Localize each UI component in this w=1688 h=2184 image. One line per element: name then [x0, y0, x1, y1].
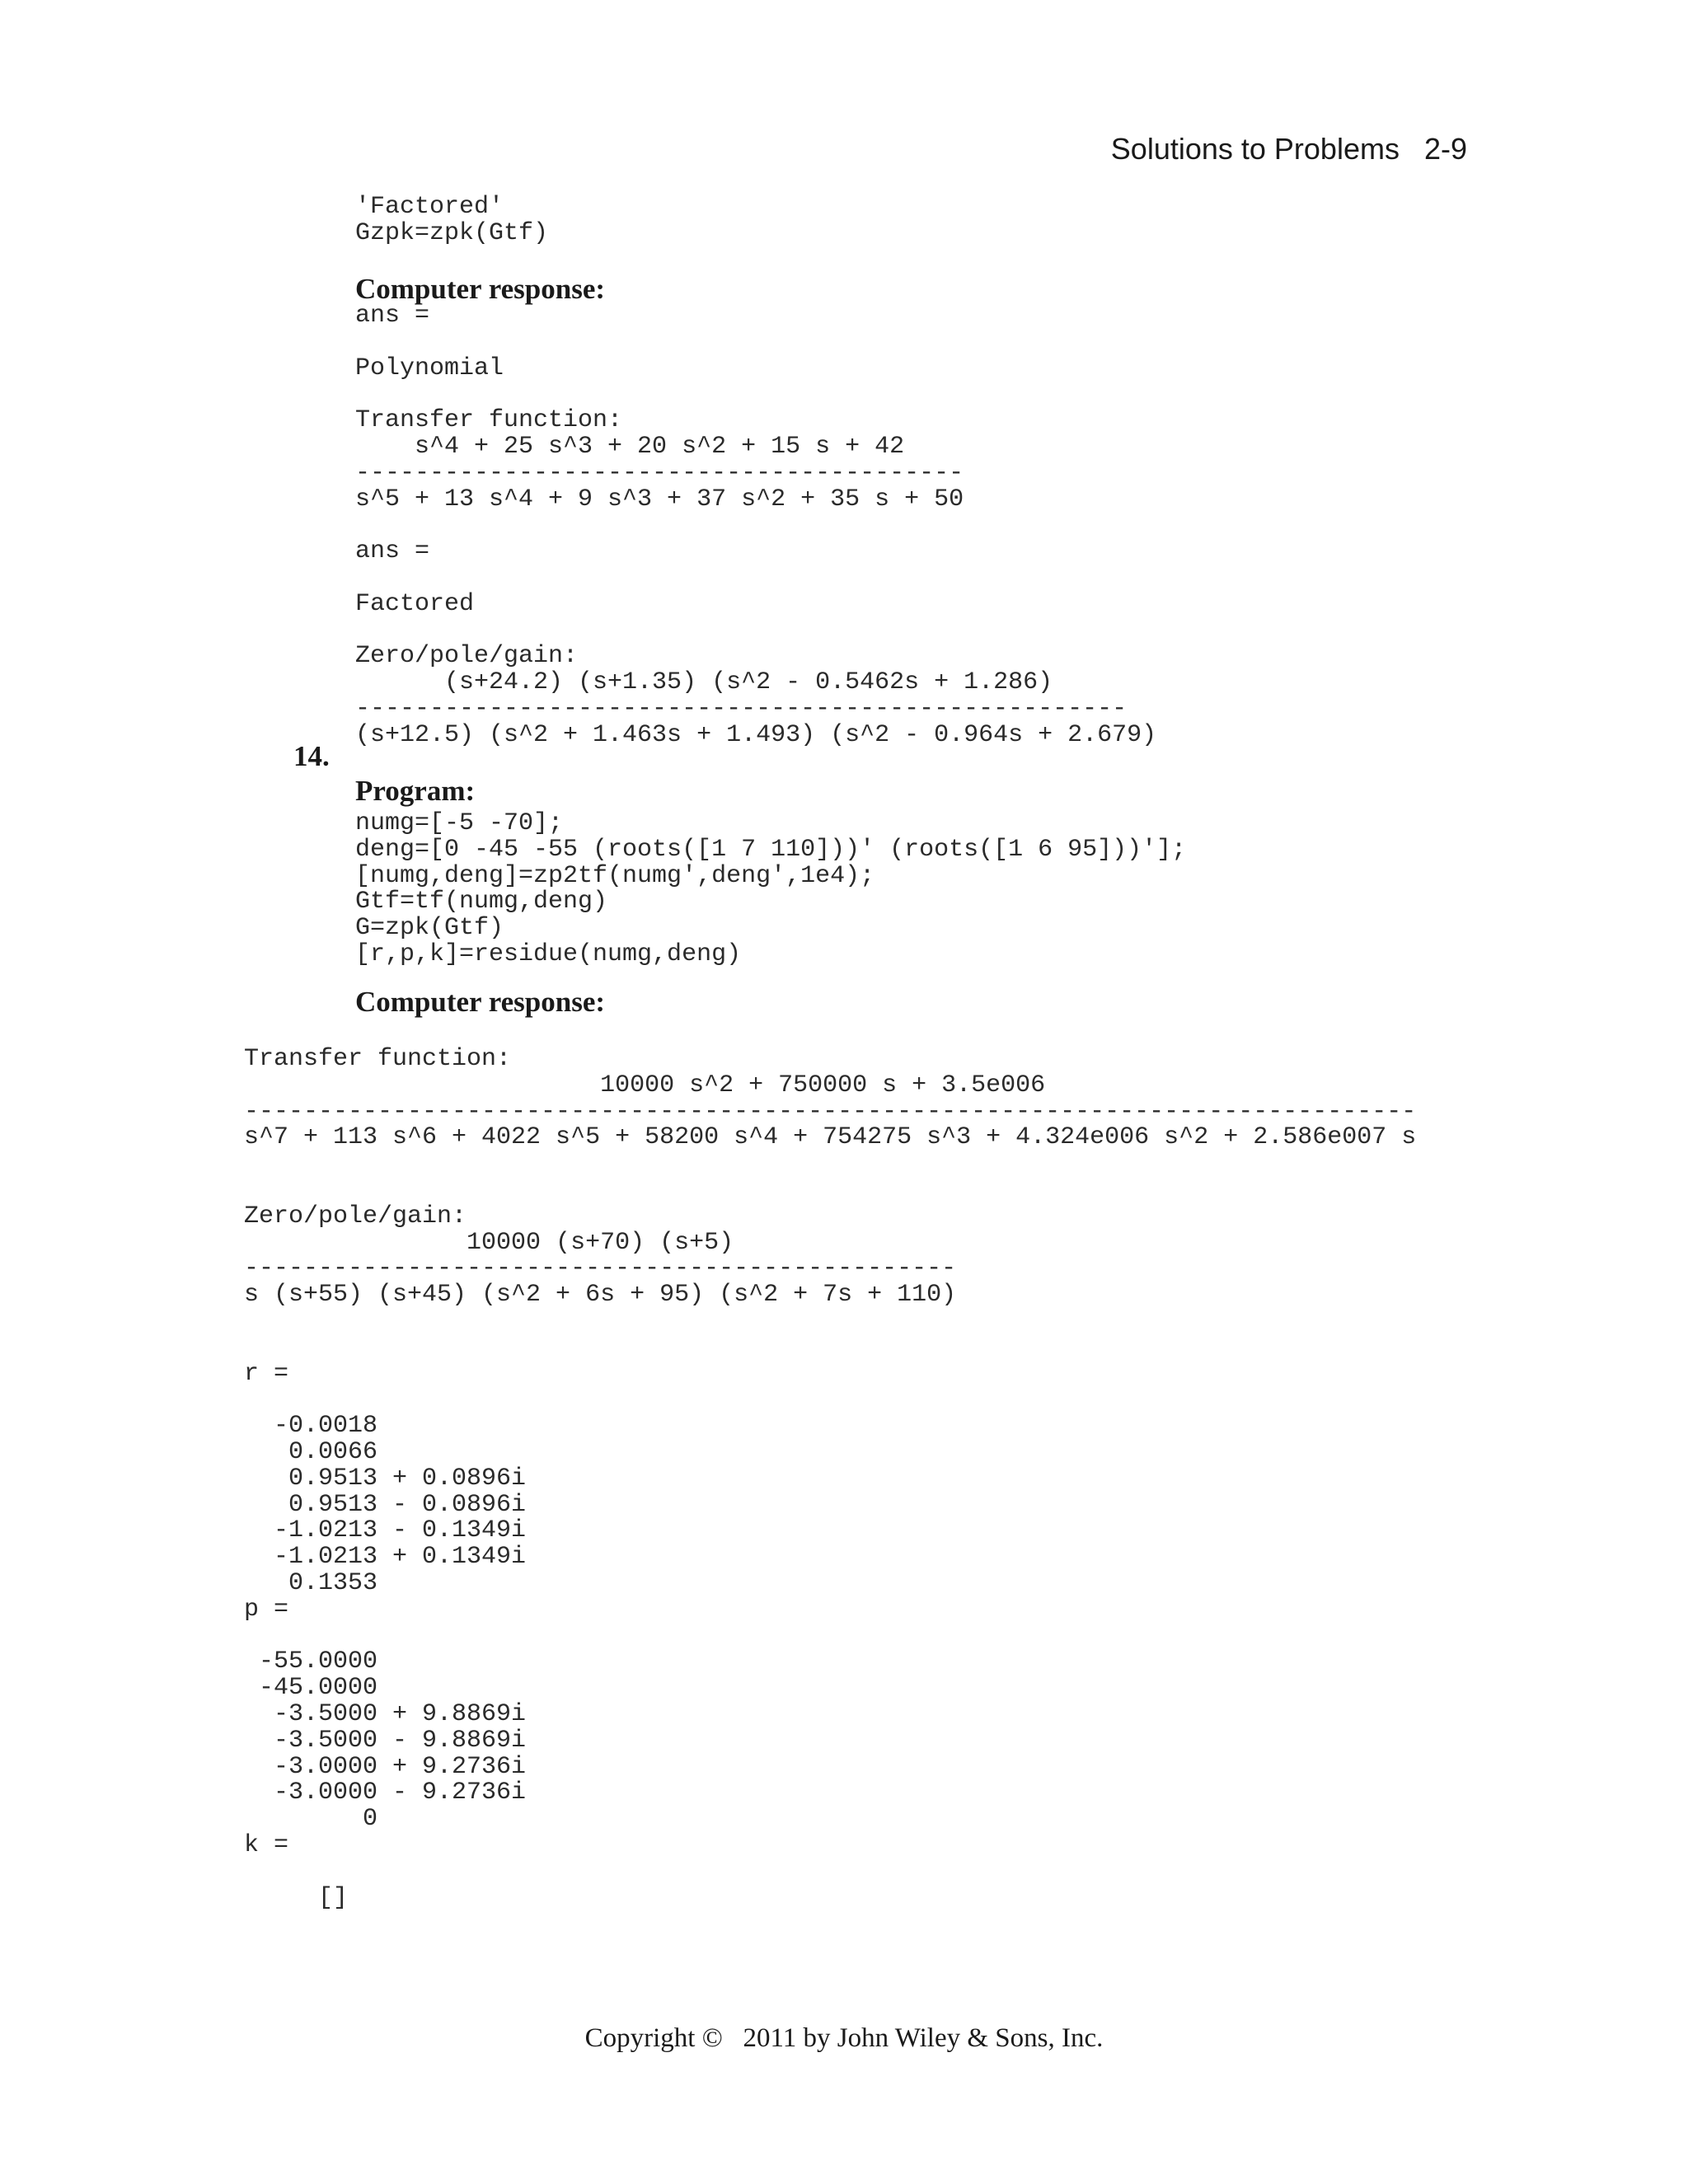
computer-response-output-2: Transfer function: 10000 s^2 + 750000 s + 3.5e006 ------------------------------------------------------------------------------- s^7 + 113 s^6 + 4022 s^5 + 58200 s^4 + 754275 s^3 + 4.324e006 s^2 + 2.586e007 s Zero/pole/gain: 10000 (s+70) (s+5) ------------------------------------------------ s (s+55) (s+45) (s^2 + 6s + 95) (s^2 + 7s + 110) r = -0.0018 0.0066 0.9513 + 0.0896i 0.9513 - 0.0896i -1.0213 - 0.1349i -1.0213 + 0.1349i 0.1353 p = -55.0000 -45.0000 -3.5000 + 9.8869i -3.5000 - 9.8869i -3.0000 + 9.2736i -3.0000 - 9.2736i 0 k = []	[244, 1045, 1417, 1912]
problem-number: 14.	[293, 740, 330, 772]
program-label: Program:	[355, 775, 476, 807]
computer-response-label: Computer response:	[355, 273, 606, 305]
copyright-footer: Copyright © 2011 by John Wiley & Sons, Inc.	[584, 2023, 1104, 2053]
program-code: numg=[-5 -70]; deng=[0 -45 -55 (roots([1 7 110]))' (roots([1 6 95]))']; [numg,deng]=zp2tf(numg',deng',1e4); Gtf=tf(numg,deng) G=zpk(Gtf) [r,p,k]=residue(numg,deng)	[355, 809, 1187, 968]
computer-response-output: ans = Polynomial Transfer function: s^4 + 25 s^3 + 20 s^2 + 15 s + 42 ----------------------------------------- s^5 + 13 s^4 + 9 s^3 + 37 s^2 + 35 s + 50 ans = Factored Zero/pole/gain: (s+24.2) (s+1.35) (s^2 - 0.5462s + 1.286) ---------------------------------------------------- (s+12.5) (s^2 + 1.463s + 1.493) (s^2 - 0.964s + 2.679)	[355, 302, 1157, 749]
code-factored-zpk: 'Factored' Gzpk=zpk(Gtf)	[355, 193, 549, 247]
computer-response-label-2: Computer response:	[355, 986, 606, 1018]
running-header: Solutions to Problems 2-9	[1110, 132, 1467, 166]
